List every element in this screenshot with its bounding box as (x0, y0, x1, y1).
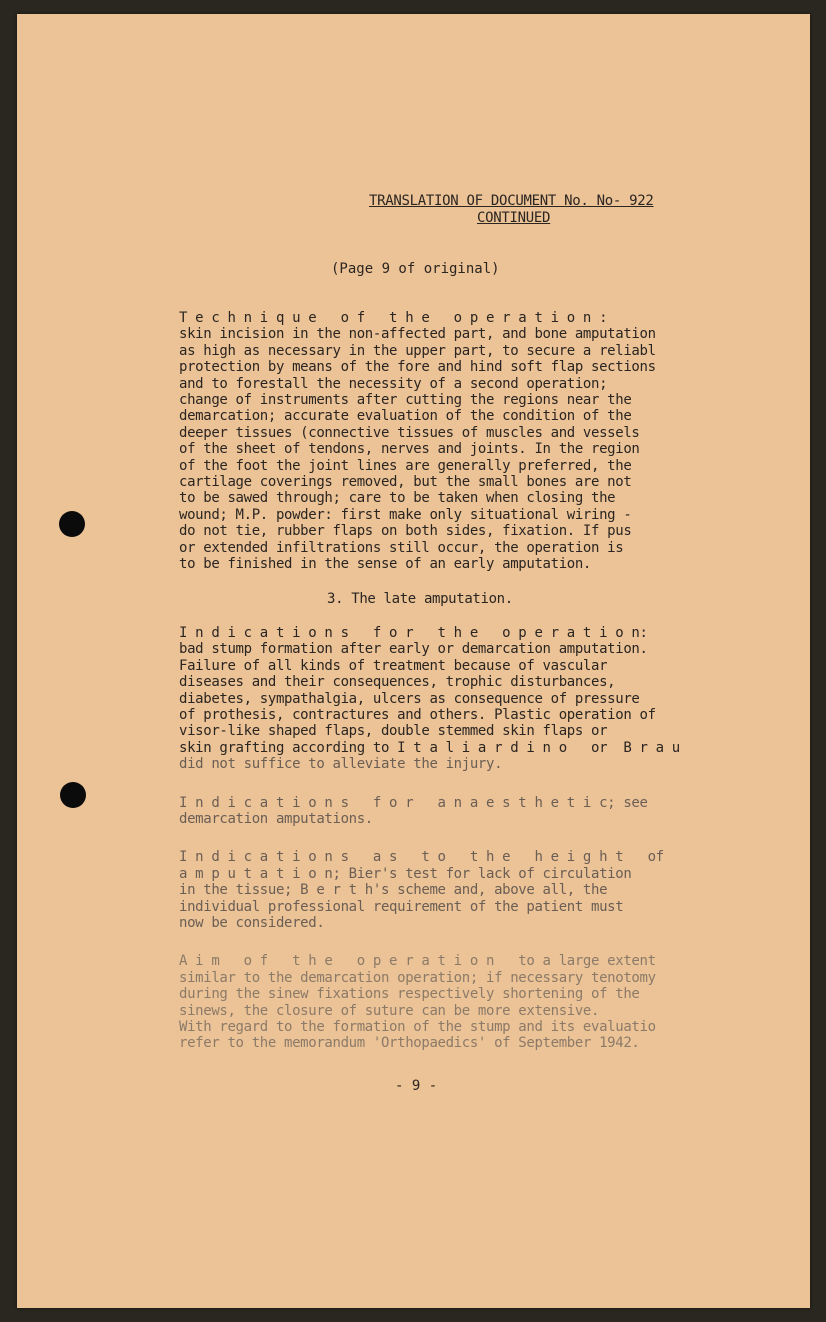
text-line: deeper tissues (connective tissues of muscles and vessels (179, 424, 640, 441)
body-text (179, 310, 779, 1052)
text-line: as high as necessary in the upper part, to secure a reliabl (179, 342, 656, 359)
text-line: demarcation; accurate evaluation of the condition of the (179, 408, 632, 425)
text-line: protection by means of the fore and hind soft flap sections (179, 359, 656, 376)
text-line: a m p u t a t i o n; Bier's test for lack of circulation (179, 865, 632, 882)
text-line: similar to the demarcation operation; if necessary tenotomy (179, 969, 656, 986)
indications-height-section (179, 849, 779, 931)
text-line: do not tie, rubber flaps on both sides, fixation. If pus (179, 523, 632, 540)
text-line: of the foot the joint lines are generally preferred, the (179, 457, 632, 474)
text-line: now be considered. (179, 915, 325, 931)
text-line: in the tissue; B e r t h's scheme and, above all, the (179, 882, 608, 899)
page-number: - 9 - (395, 1078, 438, 1094)
text-line: change of instruments after cutting the regions near the (179, 392, 632, 409)
text-line: I n d i c a t i o n s a s t o t h e h e i g h t of (179, 849, 664, 866)
document-header (369, 193, 654, 227)
text-line: and to forestall the necessity of a second operation; (179, 375, 608, 392)
text-line: skin incision in the non-affected part, and bone amputation (179, 326, 656, 343)
text-line: I n d i c a t i o n s f o r a n a e s t h e t i c; see (179, 794, 648, 811)
text-line: wound; M.P. powder: first make only situational wiring - (179, 506, 632, 523)
text-line: did not suffice to alleviate the injury. (179, 756, 503, 773)
text-line: refer to the memorandum 'Orthopaedics' of September 1942. (179, 1035, 640, 1052)
punch-hole (60, 782, 86, 808)
text-line: to be sawed through; care to be taken when closing the (179, 490, 616, 507)
indications-operation-section (179, 625, 779, 773)
text-line: sinews, the closure of suture can be more extensive. (179, 1002, 600, 1019)
header-continued: CONTINUED (477, 210, 551, 226)
text-line: diabetes, sympathalgia, ulcers as consequence of pressure (179, 690, 640, 707)
text-line: bad stump formation after early or demarcation amputation. (179, 641, 648, 658)
technique-section (179, 310, 779, 573)
text-line: T e c h n i q u e o f t h e o p e r a t i o n : (179, 310, 608, 326)
text-line: or extended infiltrations still occur, the operation is (179, 539, 624, 556)
page-reference: (Page 9 of original) (331, 261, 500, 277)
text-line: skin grafting according to I t a l i a r d i n o or B r a u (179, 739, 680, 756)
text-line: A i m o f t h e o p e r a t i o n to a large extent (179, 953, 656, 970)
indications-anaesthetic-section (179, 795, 779, 828)
text-line: visor-like shaped flaps, double stemmed skin flaps or (179, 723, 608, 740)
text-line: to be finished in the sense of an early amputation. (179, 556, 592, 573)
text-line: cartilage coverings removed, but the small bones are not (179, 474, 632, 491)
header-title: TRANSLATION OF DOCUMENT No. No- 922 (369, 193, 654, 209)
text-line: diseases and their consequences, trophic disturbances, (179, 674, 616, 691)
text-line: I n d i c a t i o n s f o r t h e o p e r a t i o n: (179, 624, 648, 641)
text-line: of the sheet of tendons, nerves and joints. In the region (179, 441, 640, 458)
text-line: With regard to the formation of the stump and its evaluatio (179, 1019, 656, 1036)
punch-hole (59, 511, 85, 537)
aim-section (179, 953, 779, 1051)
text-line: demarcation amputations. (179, 810, 373, 827)
section-heading: 3. The late amputation. (327, 590, 513, 607)
text-line: Failure of all kinds of treatment because of vascular (179, 657, 608, 674)
text-line: individual professional requirement of the patient must (179, 898, 624, 915)
text-line: during the sinew fixations respectively shortening of the (179, 986, 640, 1003)
text-line: of prothesis, contractures and others. Plastic operation of (179, 706, 656, 723)
document-page (17, 14, 810, 1308)
